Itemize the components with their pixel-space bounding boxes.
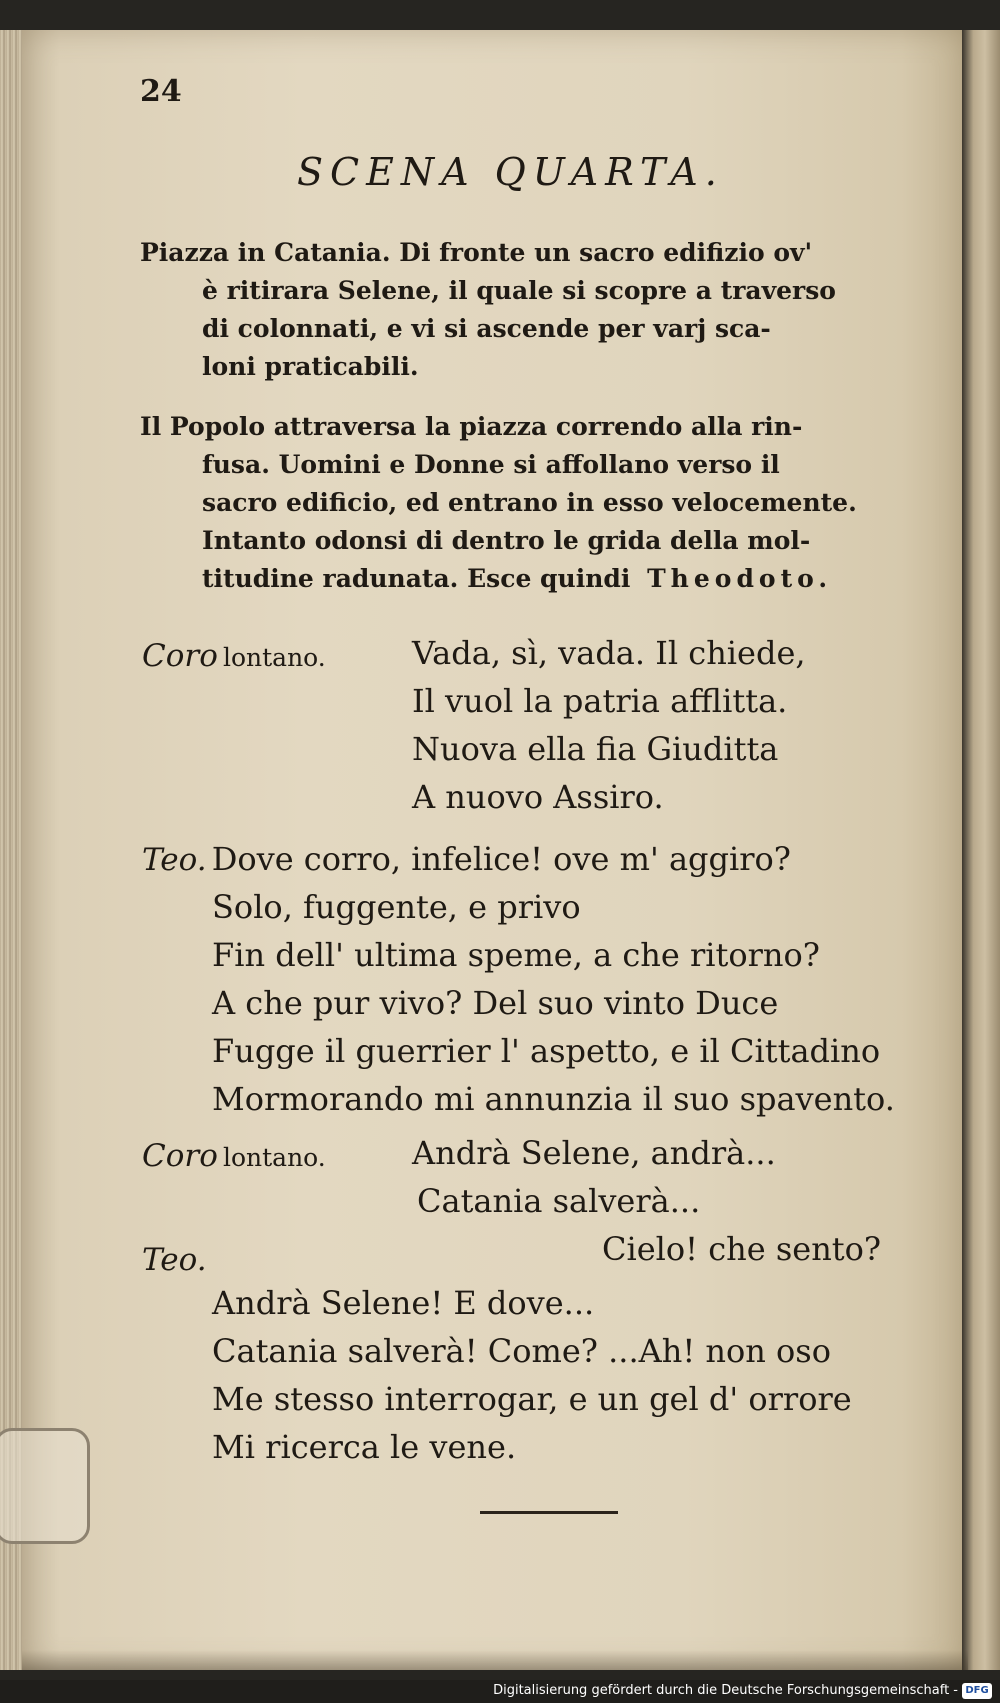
- verse-line: Mormorando mi annunzia il suo spavento.: [212, 1080, 895, 1118]
- verse-line: Vada, sì, vada. Il chiede,: [412, 634, 806, 672]
- end-rule: [480, 1511, 618, 1514]
- verse-line: A nuovo Assiro.: [412, 778, 664, 816]
- speaker-name: Teo.: [142, 842, 207, 878]
- speaker-note: lontano.: [222, 643, 326, 672]
- verse-line: Mi ricerca le vene.: [212, 1428, 517, 1466]
- stage-direction-line: sacro edificio, ed entrano in esso velocemente.: [202, 488, 857, 517]
- stage-direction-line: Il Popolo attraversa la piazza correndo alla rin-: [140, 412, 803, 441]
- stage-direction-line: Intanto odonsi di dentro le grida della mol-: [202, 526, 811, 555]
- verse-line: Il vuol la patria afflitta.: [412, 682, 788, 720]
- speaker-name: Coro: [142, 638, 218, 674]
- stage-direction-line: loni praticabili.: [202, 352, 419, 381]
- credit-bar: [0, 1680, 1000, 1703]
- stage-direction-text: titudine radunata. Esce quindi: [202, 564, 631, 593]
- verse-line: Nuova ella fia Giuditta: [412, 730, 779, 768]
- verse-line: Fin dell' ultima speme, a che ritorno?: [212, 936, 820, 974]
- stage-direction-line: è ritirara Selene, il quale si scopre a traverso: [202, 276, 836, 305]
- book-right-edge: [962, 30, 1000, 1670]
- speaker-label: [142, 1138, 326, 1174]
- verse-line: Catania salverà...: [417, 1182, 701, 1220]
- stage-direction-line: Piazza in Catania. Di fronte un sacro edifizio ov': [140, 238, 813, 267]
- credit-text: Digitalisierung gefördert durch die Deutsche Forschungsgemeinschaft -: [493, 1683, 958, 1698]
- speaker-label: [142, 638, 326, 674]
- verse-line: A che pur vivo? Del suo vinto Duce: [212, 984, 779, 1022]
- stage-direction-line: [202, 564, 832, 593]
- verse-line: Andrà Selene, andrà...: [412, 1134, 776, 1172]
- character-name: Theodoto.: [647, 564, 833, 593]
- dfg-logo: DFG: [962, 1683, 992, 1699]
- speaker-name: Coro: [142, 1138, 218, 1174]
- verse-line: Fugge il guerrier l' aspetto, e il Cittadino: [212, 1032, 881, 1070]
- page-bottom-shadow: [22, 1650, 968, 1670]
- page-clip: [0, 1428, 90, 1544]
- verse-line: Catania salverà! Come? ...Ah! non oso: [212, 1332, 831, 1370]
- verse-line: Dove corro, infelice! ove m' aggiro?: [211, 840, 791, 878]
- speaker-line: [142, 840, 791, 878]
- stage-direction-line: fusa. Uomini e Donne si affollano verso il: [202, 450, 780, 479]
- speaker-note: lontano.: [222, 1143, 326, 1172]
- speaker-name: Teo.: [142, 1242, 207, 1278]
- verse-line: Cielo! che sento?: [602, 1230, 882, 1268]
- page-number: 24: [140, 74, 182, 109]
- book-page: [22, 30, 968, 1670]
- stage-direction-line: di colonnati, e vi si ascende per varj sca-: [202, 314, 771, 343]
- verse-line: Me stesso interrogar, e un gel d' orrore: [212, 1380, 852, 1418]
- verse-line: Solo, fuggente, e privo: [212, 888, 581, 926]
- verse-line: Andrà Selene! E dove...: [212, 1284, 595, 1322]
- scene-title: SCENA QUARTA.: [297, 150, 724, 194]
